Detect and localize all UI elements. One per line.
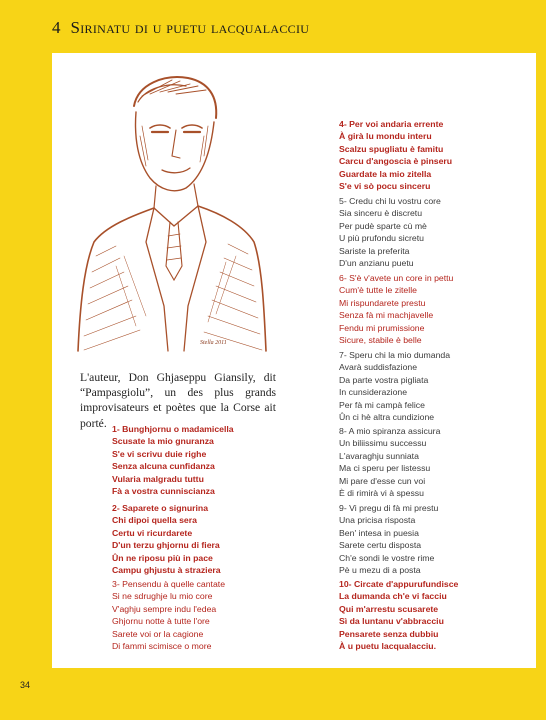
verse-line: Scalzu spugliatu è famitu xyxy=(339,143,444,154)
page-number: 34 xyxy=(20,680,31,690)
verse-line: È di rimirà vi à spessu xyxy=(339,488,424,499)
verse-line: Scusate la mio gnuranza xyxy=(112,436,214,447)
verse-line: Pensarete senza dubbiu xyxy=(339,628,439,639)
stanza-6 xyxy=(339,272,453,346)
stanza-7 xyxy=(339,349,450,423)
stanza-1 xyxy=(112,423,234,497)
verse-line: 7- Speru chi la mio dumanda xyxy=(339,350,451,360)
verse-line: Ûn ne riposu più in pace xyxy=(112,552,213,563)
verse-line: S'e vi sò pocu sinceru xyxy=(339,181,431,192)
verse-line: Un biliissimu successu xyxy=(339,438,427,449)
verse-line: 2- Saparete o signurina xyxy=(112,503,209,513)
portrait-sketch xyxy=(76,66,268,356)
verse-line: 9- Vi pregu di fà mi prestu xyxy=(339,503,439,513)
artist-signature: Stella 2011 xyxy=(200,340,227,346)
verse-line: Ben' intesa in puesia xyxy=(339,527,419,538)
verse-line: 3- Pensendu à quelle cantate xyxy=(112,579,226,589)
verse-line: Avarà suddisfazione xyxy=(339,362,418,373)
verse-line: Sarete voi or la cagione xyxy=(112,628,204,639)
stanza-3 xyxy=(112,578,225,652)
verse-line: 8- A mio spiranza assicura xyxy=(339,426,441,436)
verse-line: 6- S'è v'avete un core in pettu xyxy=(339,273,454,283)
verse-line: Da parte vostra pigliata xyxy=(339,374,429,385)
verse-line: Sì da luntanu v'abbracciu xyxy=(339,616,444,627)
verse-line: 5- Credu chi lu vostru core xyxy=(339,196,441,206)
verse-line: Senza alcuna cunfidanza xyxy=(112,461,215,472)
stanza-8 xyxy=(339,425,440,499)
verse-line: Cum'è tutte le zitelle xyxy=(339,285,417,296)
verse-line: U più prufondu sicretu xyxy=(339,233,424,244)
intro-paragraph: L'auteur, Don Ghjaseppu Giansily, dit “Pampasgiolu”, un des plus grands improvisateurs et poètes que la Corse ait porté. xyxy=(80,371,276,430)
verse-line: Per fà mi campà felice xyxy=(339,399,425,410)
verse-line: Mi pare d'esse cun voi xyxy=(339,475,426,486)
verse-line: D'un anzianu puetu xyxy=(339,258,414,269)
verse-line: La dumanda ch'e vi facciu xyxy=(339,591,447,602)
verse-line: Ma ci speru per listessu xyxy=(339,463,431,474)
verse-line: Senza fà mi machjavelle xyxy=(339,310,434,321)
verse-line: Mi rispundarete prestu xyxy=(339,297,426,308)
verse-line: S'e vi scrivu duie righe xyxy=(112,448,207,459)
verse-line: À girà lu mondu interu xyxy=(339,131,432,142)
verse-line: Fà a vostra cunniscianza xyxy=(112,486,215,497)
verse-line: Sia sinceru è discretu xyxy=(339,208,423,219)
verse-line: Certu vi ricurdarete xyxy=(112,527,193,538)
verse-line: 1- Bunghjornu o madamicella xyxy=(112,424,234,434)
verse-line: Una pricisa risposta xyxy=(339,515,416,526)
stanza-4 xyxy=(339,118,452,192)
verse-line: Ûn ci hè altra cundizione xyxy=(339,412,435,423)
verse-line: L'avaraghju sunniata xyxy=(339,450,419,461)
verse-line: Qui m'arrestu scusarete xyxy=(339,603,439,614)
verse-line: Chi dipoi quella sera xyxy=(112,515,197,526)
chapter-number: 4 xyxy=(52,18,61,37)
verse-line: Fendu mi prumissione xyxy=(339,322,425,333)
verse-line: Di fammi scimisce o more xyxy=(112,641,212,652)
chapter-title: Sirinatu di u puetu lacqualacciu xyxy=(70,18,310,37)
verse-line: In cunsiderazione xyxy=(339,387,408,398)
verse-line: Per pudè sparte cù mè xyxy=(339,220,427,231)
verse-line: Guardate la mio zitella xyxy=(339,168,432,179)
verse-line: Vularia malgradu tuttu xyxy=(112,473,204,484)
stanza-10 xyxy=(339,578,458,652)
verse-line: 4- Per voi andaria errente xyxy=(339,119,444,129)
verse-line: Ch'e sondi le vostre rime xyxy=(339,552,435,563)
verse-line: Pè u mezu di a posta xyxy=(339,565,421,576)
stanza-2 xyxy=(112,502,221,576)
verse-line: À u puetu lacqualacciu. xyxy=(339,641,437,652)
verse-line: Ghjornu notte à tutte l'ore xyxy=(112,616,210,627)
verse-line: Sicure, stabile è belle xyxy=(339,335,422,346)
stanza-9 xyxy=(339,502,438,576)
verse-line: Carcu d'angoscia è pinseru xyxy=(339,156,453,167)
verse-line: Sariste la preferita xyxy=(339,245,410,256)
stanza-5 xyxy=(339,195,441,269)
verse-line: D'un terzu ghjornu di fiera xyxy=(112,540,220,551)
verse-line: 10- Circate d'appurufundisce xyxy=(339,579,459,589)
verse-line: V'aghju sempre indu l'edea xyxy=(112,603,217,614)
verse-line: Sarete certu disposta xyxy=(339,540,422,551)
verse-line: Campu ghjustu à straziera xyxy=(112,565,221,576)
verse-line: Si ne sdrughje lu mio core xyxy=(112,591,213,602)
page-title xyxy=(52,18,309,38)
